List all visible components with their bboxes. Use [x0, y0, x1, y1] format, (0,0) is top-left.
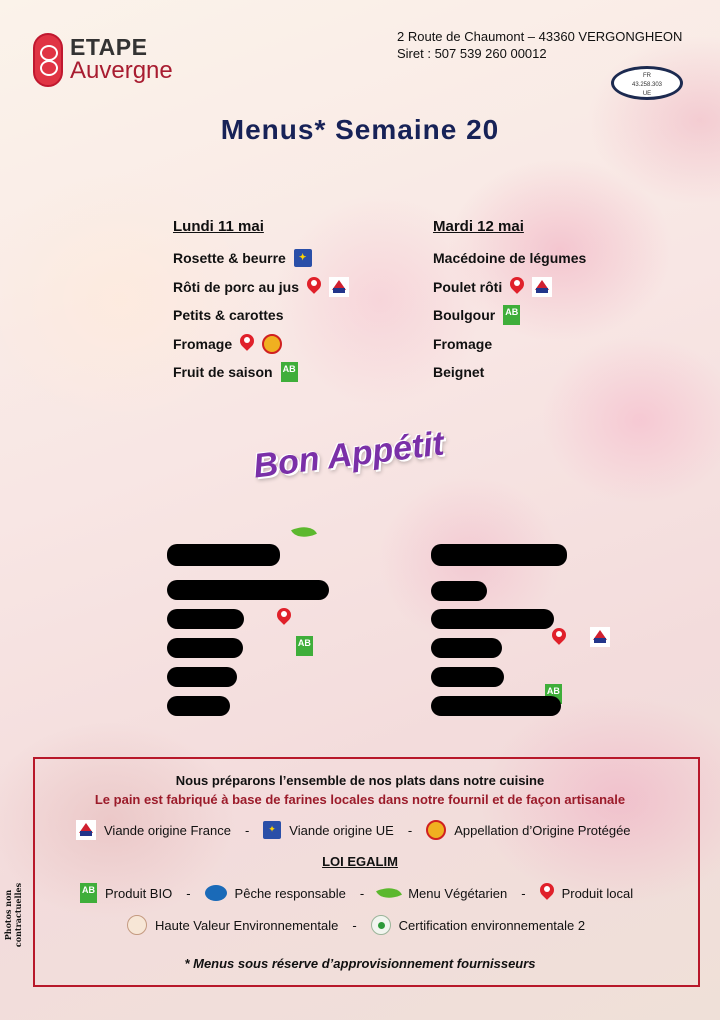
law-title: LOI EGALIM: [322, 854, 398, 869]
kitchen-statement: Nous préparons l’ensemble de nos plats dans notre cuisine: [175, 773, 545, 788]
dish-item: [173, 244, 349, 273]
dish-label: Poulet rôti: [433, 278, 503, 295]
redacted-line: [167, 544, 280, 566]
dish-label: Rosette & beurre: [173, 250, 286, 267]
dish-label: Fromage: [433, 335, 493, 352]
dish-item: [433, 273, 586, 302]
bon-appetit-heading: Bon Appétit: [251, 424, 446, 486]
dish-item: [173, 358, 349, 387]
ab-bio-icon: AB: [296, 636, 313, 656]
dish-label: Fromage: [173, 335, 233, 352]
ab-bio-icon: AB: [80, 883, 97, 903]
redacted-line: [167, 696, 230, 716]
dish-label: Petits & carottes: [173, 307, 284, 324]
footnote: * Menus sous réserve d’approvisionnement fournisseurs: [184, 956, 536, 971]
redacted-line: [431, 544, 567, 566]
redacted-line: [167, 667, 237, 687]
separator: -: [352, 917, 357, 933]
brand-name: ETAPE: [70, 34, 148, 60]
aop-icon: [426, 820, 446, 840]
day-title: Lundi 11 mai: [173, 218, 264, 235]
brand-region: Auvergne: [70, 57, 173, 84]
local-pin-icon: [240, 334, 254, 354]
address-line: 2 Route de Chaumont – 43360 VERGONGHEON: [397, 29, 683, 44]
aop-icon: [262, 334, 282, 354]
siret-line: Siret : 507 539 260 00012: [397, 46, 547, 61]
health-mark-number: 43.258.303: [631, 82, 663, 88]
legend-environment-row: [127, 915, 585, 935]
dish-item: [433, 330, 586, 359]
legend-origin-row: [76, 820, 631, 840]
dish-item: [173, 273, 349, 302]
separator: -: [244, 822, 250, 838]
redacted-line: [431, 609, 554, 629]
etape-logo-icon: [33, 33, 63, 87]
legend-egalim-row: [80, 883, 633, 903]
redacted-line: [167, 609, 244, 629]
separator: -: [186, 885, 191, 901]
viande-france-icon: [532, 277, 552, 297]
day-column-tuesday: [433, 218, 586, 387]
ab-bio-icon: AB: [503, 305, 520, 325]
separator: -: [407, 822, 413, 838]
dish-label: Macédoine de légumes: [433, 250, 587, 267]
dish-label: Beignet: [433, 364, 485, 381]
ab-bio-icon: AB: [281, 362, 298, 382]
eu-flag-icon: [263, 821, 281, 839]
local-pin-icon: [552, 628, 566, 648]
dish-item: [433, 244, 586, 273]
legend-label: Viande origine UE: [289, 822, 394, 838]
redacted-line: [431, 667, 504, 687]
msc-fish-icon: [205, 885, 227, 901]
day-column-monday: [173, 218, 349, 387]
company-address: [397, 28, 682, 62]
local-pin-icon: [510, 277, 524, 297]
redacted-line: [431, 581, 487, 601]
health-mark-country: FR: [643, 73, 651, 79]
legend-label: Pêche responsable: [234, 885, 346, 901]
legend-label: Certification environnementale 2: [398, 917, 586, 933]
dish-label: Rôti de porc au jus: [173, 278, 300, 295]
health-mark-oval: [611, 66, 683, 100]
vegetarian-leaf-icon: [376, 882, 402, 904]
dish-item: [173, 330, 349, 359]
day-title: Mardi 12 mai: [433, 218, 524, 235]
redacted-line: [167, 638, 243, 658]
viande-france-icon: [329, 277, 349, 297]
legend-label: Haute Valeur Environnementale: [155, 917, 339, 933]
dish-item: [173, 301, 349, 330]
hve-icon: [127, 915, 147, 935]
redacted-line: [167, 580, 329, 600]
ab-bio-icon: AB: [545, 684, 562, 704]
redacted-line: [431, 696, 561, 716]
separator: -: [521, 885, 526, 901]
legend-label: Appellation d’Origine Protégée: [454, 822, 631, 838]
legend-label: Menu Végétarien: [408, 885, 508, 901]
dish-item: [433, 358, 586, 387]
vegetarian-leaf-icon: [291, 521, 317, 543]
page-title: Menus* Semaine 20: [220, 114, 500, 145]
legend-label: Viande origine France: [104, 822, 231, 838]
separator: -: [359, 885, 365, 901]
ce2-icon: [371, 915, 391, 935]
bread-statement: Le pain est fabriqué à base de farines locales dans notre fournil et de façon artisanale: [94, 792, 626, 807]
photos-disclaimer: Photos non contractuelles: [3, 882, 23, 948]
health-mark-region: UE: [642, 91, 652, 97]
local-pin-icon: [277, 608, 291, 628]
local-pin-icon: [540, 883, 554, 903]
eu-flag-icon: [294, 249, 312, 267]
redacted-line: [431, 638, 502, 658]
viande-france-icon: [76, 820, 96, 840]
legend-label: Produit local: [561, 885, 634, 901]
local-pin-icon: [307, 277, 321, 297]
legend-label: Produit BIO: [105, 885, 173, 901]
dish-label: Fruit de saison: [173, 364, 273, 381]
dish-label: Boulgour: [433, 307, 496, 324]
dish-item: [433, 301, 586, 330]
viande-france-icon: [590, 627, 610, 647]
